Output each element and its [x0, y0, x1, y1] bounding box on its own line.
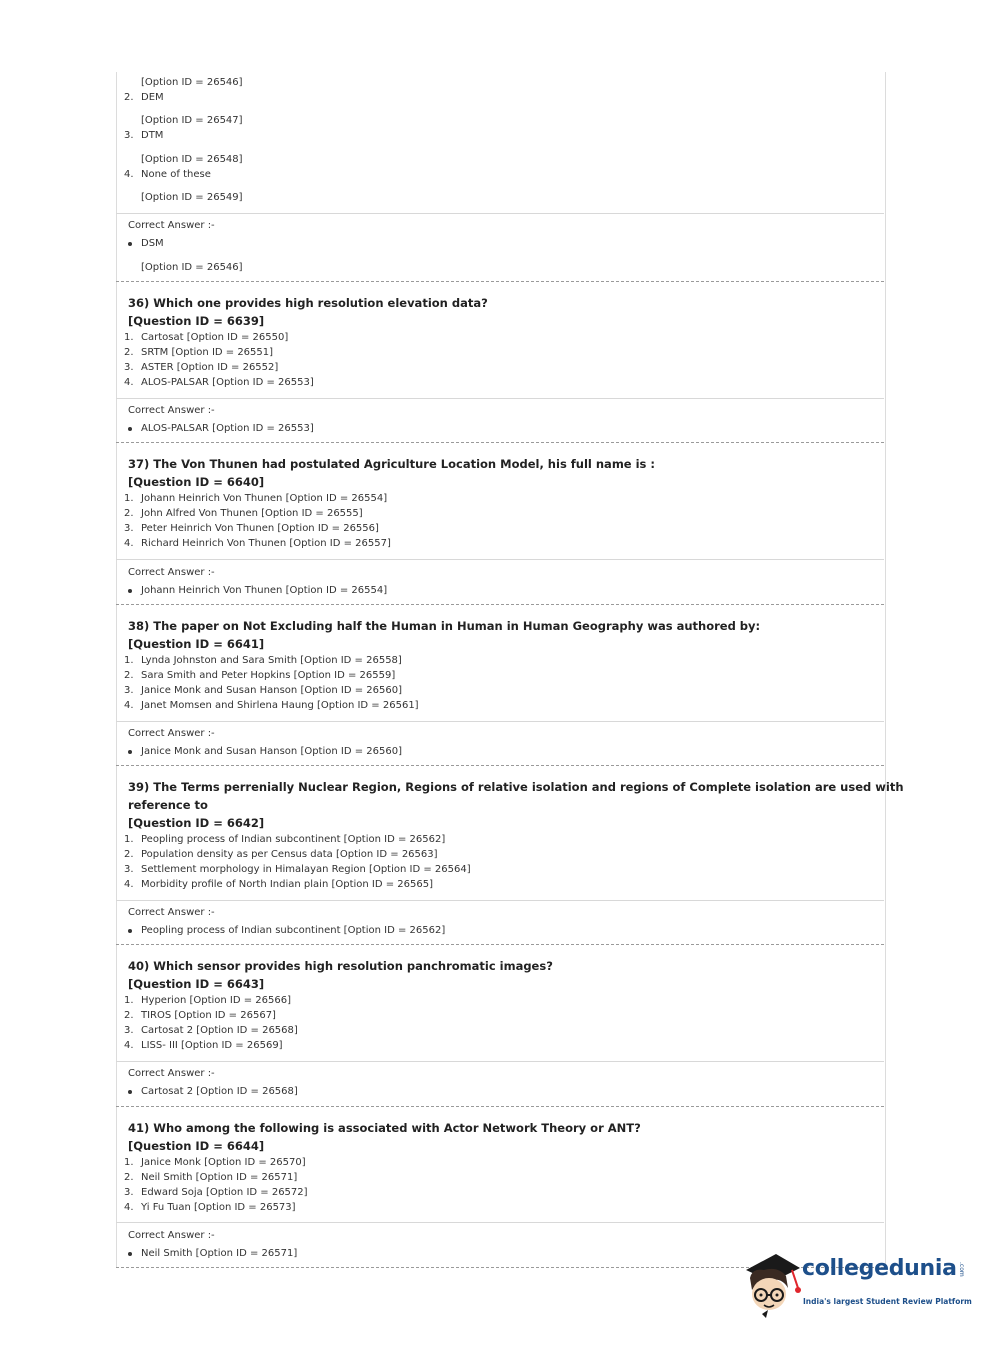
- option-text: Sara Smith and Peter Hopkins [Option ID = 26559]: [141, 670, 396, 681]
- divider: [116, 721, 884, 722]
- option-text: John Alfred Von Thunen [Option ID = 26555]: [141, 508, 363, 519]
- correct-answer-text: Cartosat 2 [Option ID = 26568]: [141, 1086, 298, 1097]
- question-id: [Question ID = 6641]: [128, 637, 265, 651]
- question-id: [Question ID = 6644]: [128, 1139, 265, 1153]
- brand-domain: .com: [958, 1262, 965, 1277]
- collegedunia-logo: [742, 1248, 972, 1320]
- option-number: 1.: [124, 995, 134, 1006]
- correct-answer-label: Correct Answer :-: [128, 728, 215, 739]
- correct-answer-text: ALOS-PALSAR [Option ID = 26553]: [141, 423, 314, 434]
- option-text: Population density as per Census data [Option ID = 26563]: [141, 849, 438, 860]
- correct-answer-label: Correct Answer :-: [128, 907, 215, 918]
- option-number: 4.: [124, 700, 134, 711]
- option-number: 1.: [124, 834, 134, 845]
- divider: [116, 213, 884, 214]
- option-number: 4.: [124, 538, 134, 549]
- question-title: 40) Which sensor provides high resolution panchromatic images?: [128, 959, 553, 973]
- option-number: 3.: [124, 362, 134, 373]
- option-id: [Option ID = 26546]: [141, 262, 243, 273]
- option-text: LISS- III [Option ID = 26569]: [141, 1040, 283, 1051]
- correct-answer-label: Correct Answer :-: [128, 567, 215, 578]
- option-number: 3.: [124, 130, 134, 141]
- divider: [116, 1061, 884, 1062]
- question-title: 37) The Von Thunen had postulated Agriculture Location Model, his full name is :: [128, 457, 655, 471]
- question-separator: [116, 281, 884, 282]
- option-number: 4.: [124, 1040, 134, 1051]
- bullet-icon: [128, 427, 132, 431]
- option-text: Neil Smith [Option ID = 26571]: [141, 1172, 298, 1183]
- question-title: 39) The Terms perrenially Nuclear Region, Regions of relative isolation and regions of Complete isolation are used with: [128, 780, 904, 794]
- divider: [116, 900, 884, 901]
- bullet-icon: [128, 242, 132, 246]
- question-separator: [116, 442, 884, 443]
- question-id: [Question ID = 6639]: [128, 314, 265, 328]
- divider: [116, 1222, 884, 1223]
- option-number: 2.: [124, 1010, 134, 1021]
- option-text: Peter Heinrich Von Thunen [Option ID = 26556]: [141, 523, 379, 534]
- option-text: SRTM [Option ID = 26551]: [141, 347, 274, 358]
- bullet-icon: [128, 929, 132, 933]
- option-text: ALOS-PALSAR [Option ID = 26553]: [141, 377, 314, 388]
- option-number: 1.: [124, 1157, 134, 1168]
- option-text: ASTER [Option ID = 26552]: [141, 362, 279, 373]
- bullet-icon: [128, 750, 132, 754]
- option-number: 2.: [124, 347, 134, 358]
- option-number: 2.: [124, 670, 134, 681]
- correct-answer-text: Peopling process of Indian subcontinent [Option ID = 26562]: [141, 925, 446, 936]
- correct-answer-text: Janice Monk and Susan Hanson [Option ID = 26560]: [141, 746, 402, 757]
- option-number: 3.: [124, 864, 134, 875]
- option-text: Johann Heinrich Von Thunen [Option ID = 26554]: [141, 493, 388, 504]
- question-separator: [116, 1106, 884, 1107]
- option-id: [Option ID = 26548]: [141, 154, 243, 165]
- option-number: 2.: [124, 849, 134, 860]
- option-text: Janet Momsen and Shirlena Haung [Option ID = 26561]: [141, 700, 419, 711]
- option-text: Richard Heinrich Von Thunen [Option ID = 26557]: [141, 538, 391, 549]
- option-number: 2.: [124, 508, 134, 519]
- bullet-icon: [128, 1090, 132, 1094]
- question-separator: [116, 765, 884, 766]
- option-id: [Option ID = 26546]: [141, 77, 243, 88]
- correct-answer-text: Johann Heinrich Von Thunen [Option ID = 26554]: [141, 585, 388, 596]
- question-title: 36) Which one provides high resolution elevation data?: [128, 296, 488, 310]
- question-id: [Question ID = 6643]: [128, 977, 265, 991]
- option-number: 3.: [124, 523, 134, 534]
- option-text: DEM: [141, 92, 164, 103]
- option-id: [Option ID = 26549]: [141, 192, 243, 203]
- option-id: [Option ID = 26547]: [141, 115, 243, 126]
- bullet-icon: [128, 589, 132, 593]
- option-text: Edward Soja [Option ID = 26572]: [141, 1187, 308, 1198]
- correct-answer-label: Correct Answer :-: [128, 405, 215, 416]
- brand-name: collegedunia: [802, 1256, 957, 1281]
- option-text: Janice Monk and Susan Hanson [Option ID = 26560]: [141, 685, 402, 696]
- correct-answer-label: Correct Answer :-: [128, 1230, 215, 1241]
- correct-answer-text: DSM: [141, 238, 164, 249]
- option-text: Settlement morphology in Himalayan Region [Option ID = 26564]: [141, 864, 471, 875]
- question-id: [Question ID = 6642]: [128, 816, 265, 830]
- option-number: 1.: [124, 493, 134, 504]
- option-number: 4.: [124, 879, 134, 890]
- bullet-icon: [128, 1252, 132, 1256]
- option-text: Hyperion [Option ID = 26566]: [141, 995, 292, 1006]
- option-text: TIROS [Option ID = 26567]: [141, 1010, 276, 1021]
- mascot-icon: [742, 1248, 804, 1318]
- question-id: [Question ID = 6640]: [128, 475, 265, 489]
- correct-answer-text: Neil Smith [Option ID = 26571]: [141, 1248, 298, 1259]
- question-title: 38) The paper on Not Excluding half the Human in Human in Human Geography was authored by:: [128, 619, 761, 633]
- option-text: DTM: [141, 130, 164, 141]
- correct-answer-label: Correct Answer :-: [128, 220, 215, 231]
- option-number: 2.: [124, 1172, 134, 1183]
- option-number: 1.: [124, 655, 134, 666]
- option-number: 4.: [124, 1202, 134, 1213]
- question-title-continued: reference to: [128, 798, 208, 812]
- question-separator: [116, 944, 884, 945]
- option-number: 1.: [124, 332, 134, 343]
- option-number: 3.: [124, 685, 134, 696]
- brand-tagline: India's largest Student Review Platform: [803, 1297, 972, 1306]
- option-text: Cartosat [Option ID = 26550]: [141, 332, 289, 343]
- divider: [116, 398, 884, 399]
- option-number: 4.: [124, 169, 134, 180]
- option-text: None of these: [141, 169, 211, 180]
- question-title: 41) Who among the following is associated with Actor Network Theory or ANT?: [128, 1121, 641, 1135]
- option-text: Cartosat 2 [Option ID = 26568]: [141, 1025, 298, 1036]
- correct-answer-label: Correct Answer :-: [128, 1068, 215, 1079]
- option-text: Peopling process of Indian subcontinent [Option ID = 26562]: [141, 834, 446, 845]
- option-number: 3.: [124, 1025, 134, 1036]
- question-separator: [116, 604, 884, 605]
- option-number: 3.: [124, 1187, 134, 1198]
- option-number: 2.: [124, 92, 134, 103]
- option-text: Yi Fu Tuan [Option ID = 26573]: [141, 1202, 296, 1213]
- option-text: Janice Monk [Option ID = 26570]: [141, 1157, 306, 1168]
- option-number: 4.: [124, 377, 134, 388]
- option-text: Lynda Johnston and Sara Smith [Option ID = 26558]: [141, 655, 402, 666]
- divider: [116, 559, 884, 560]
- option-text: Morbidity profile of North Indian plain [Option ID = 26565]: [141, 879, 434, 890]
